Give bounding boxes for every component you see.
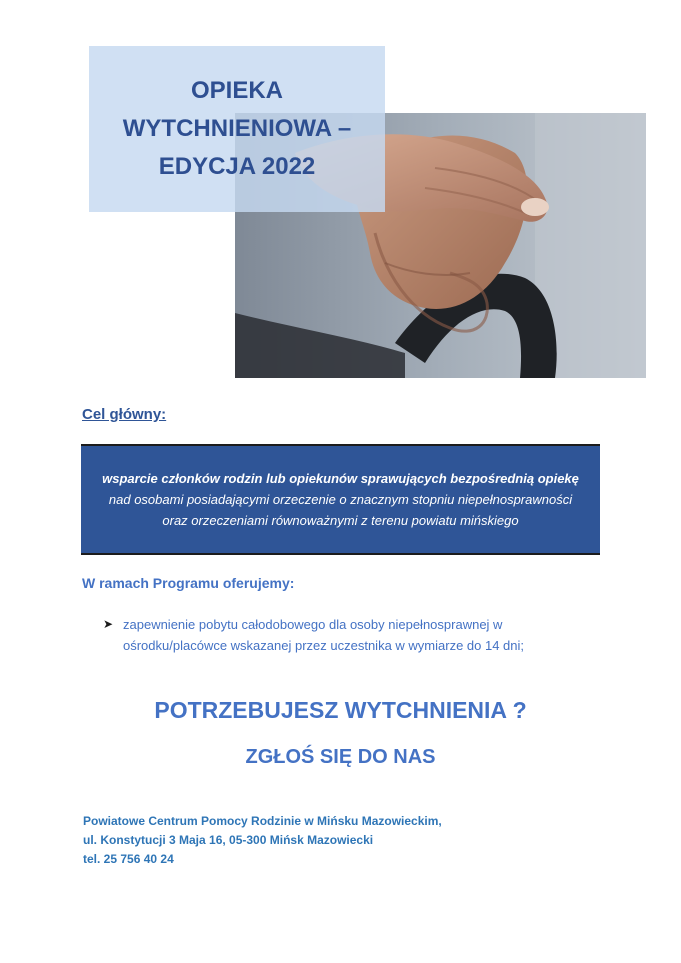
offer-item-line: ośrodku/placówce wskazanej przez uczestnika w wymiarze do 14 dni; bbox=[123, 638, 525, 653]
list-item bbox=[103, 614, 603, 656]
contact-organization: Powiatowe Centrum Pomocy Rodzinie w Mińsku Mazowieckim, bbox=[83, 814, 442, 828]
offer-item-line: zapewnienie pobytu całodobowego dla osoby niepełnosprawnej w bbox=[123, 617, 503, 632]
title-line: EDYCJA 2022 bbox=[158, 153, 316, 180]
title-line: OPIEKA bbox=[190, 77, 283, 104]
page-title bbox=[89, 72, 385, 186]
goal-box bbox=[81, 444, 600, 555]
goal-line: wsparcie członków rodzin lub opiekunów sprawujących bezpośrednią opiekę bbox=[102, 471, 579, 486]
goal-line: oraz orzeczeniami równoważnymi z terenu powiatu mińskiego bbox=[162, 513, 519, 528]
goal-line: nad osobami posiadającymi orzeczenie o znacznym stopniu niepełnosprawności bbox=[108, 492, 573, 507]
cta-headline: POTRZEBUJESZ WYTCHNIENIA ? bbox=[154, 697, 527, 723]
title-box bbox=[89, 46, 385, 212]
arrowhead-bullet-icon: ➤ bbox=[103, 617, 114, 631]
contact-phone: tel. 25 756 40 24 bbox=[83, 852, 174, 866]
offer-list bbox=[103, 614, 603, 656]
cta-subline: ZGŁOŚ SIĘ DO NAS bbox=[245, 746, 436, 768]
contact-block bbox=[83, 812, 442, 869]
offer-heading: W ramach Programu oferujemy: bbox=[82, 575, 295, 591]
offer-item-text bbox=[123, 614, 524, 656]
contact-address: ul. Konstytucji 3 Maja 16, 05-300 Mińsk Mazowiecki bbox=[83, 833, 374, 847]
goal-label: Cel główny: bbox=[82, 406, 167, 423]
title-line: WYTCHNIENIOWA – bbox=[122, 115, 352, 142]
